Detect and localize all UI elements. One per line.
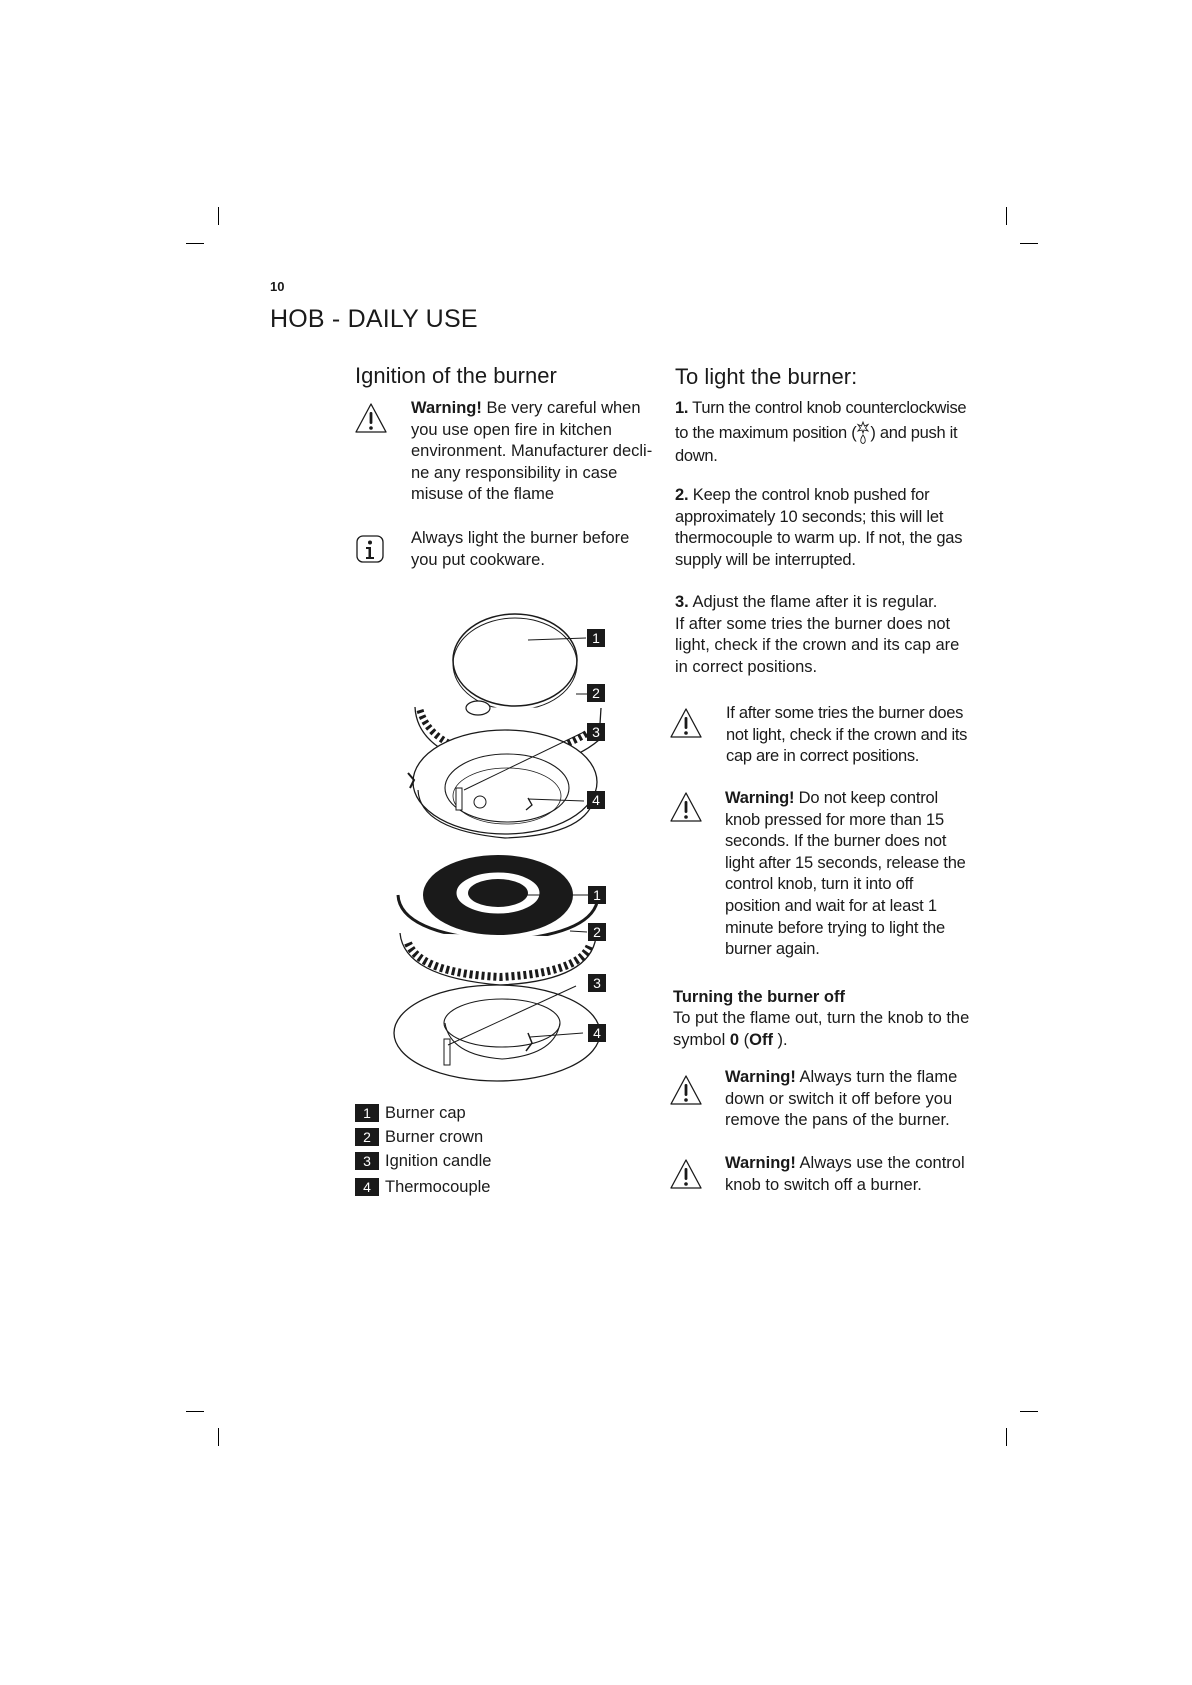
callout-1 [588, 886, 606, 904]
burner-crown-bottom [400, 933, 596, 985]
legend-item [355, 1177, 490, 1197]
step-text: Keep the control knob pushed for approximately 10 seconds; this will let thermocouple to warm up. If not, the gas supply will be interrupted. [675, 486, 963, 569]
turning-off-text-c: ). [772, 1030, 788, 1049]
crop-mark [1006, 207, 1007, 225]
legend-item [355, 1103, 466, 1123]
legend-label: Burner cap [385, 1103, 466, 1122]
burner-exploded-diagram-bottom [390, 855, 615, 1085]
right-heading: To light the burner: [675, 364, 858, 389]
step-number: 1. [675, 399, 689, 417]
step-1 [675, 398, 975, 467]
section-title: HOB - DAILY USE [270, 305, 478, 333]
legend-label: Thermocouple [385, 1177, 491, 1196]
step-number: 2. [675, 486, 689, 504]
legend-label: Ignition candle [385, 1151, 492, 1170]
burner-exploded-diagram-top [400, 610, 615, 840]
callout-label: 2 [592, 685, 600, 701]
legend-label: Burner crown [385, 1127, 484, 1146]
step-2 [675, 485, 975, 571]
warning-text: Be very careful when you use open fire in kitchen environment. Manufacturer decli-ne any responsibility in case misuse of the flame [411, 399, 653, 504]
legend-item [355, 1127, 483, 1147]
step-text: Adjust the flame after it is regular. [688, 593, 938, 611]
warning-triangle-icon [669, 706, 703, 740]
warning-triangle-icon [669, 1157, 703, 1191]
crop-mark [186, 243, 204, 244]
callout-label: 1 [593, 887, 601, 903]
legend-number: 3 [355, 1152, 379, 1170]
callout-label: 2 [593, 924, 601, 940]
warning-text: Always use the control knob to switch off a burner. [725, 1154, 965, 1194]
warning-label: Warning! [725, 1068, 796, 1086]
callout-2 [588, 923, 606, 941]
warning-text: Do not keep control knob pressed for more than 15 seconds. If the burner does not light after 15 seconds, release the control knob, turn it into off position and wait for at least 1 minute before trying to light the burner again. [725, 789, 966, 959]
warning-4-block [725, 1153, 980, 1196]
step-text: Turn the control knob counterclockwise to the maximum position ( [675, 399, 967, 442]
info-icon [354, 532, 388, 566]
callout-label: 3 [593, 975, 601, 991]
callout-3 [588, 974, 606, 992]
crop-mark [1020, 1411, 1038, 1412]
legend-number: 2 [355, 1128, 379, 1146]
burner-base-bottom [394, 985, 600, 1081]
crop-mark [186, 1411, 204, 1412]
callout-label: 4 [593, 1025, 601, 1041]
callout-2 [587, 684, 605, 702]
callout-4 [588, 1024, 606, 1042]
warning-label: Warning! [725, 789, 795, 807]
warning-block [411, 398, 656, 506]
warning-2-block [725, 788, 970, 961]
max-flame-symbol-icon [856, 420, 870, 446]
info-text: Always light the burner before you put cookware. [411, 529, 630, 569]
legend-number: 1 [355, 1104, 379, 1122]
step-text: ) and push it down. [675, 423, 958, 465]
warning-label: Warning! [725, 1154, 796, 1172]
callout-label: 1 [592, 630, 600, 646]
legend-number: 4 [355, 1178, 379, 1196]
warning-1-text: If after some tries the burner does not light, check if the crown and its cap are in correct positions. [726, 704, 968, 766]
burner-cap-bottom [398, 855, 598, 941]
burner-cap-top [453, 614, 577, 710]
turning-off-text-a: To put the flame out, turn the knob to the symbol [673, 1009, 970, 1049]
step-3-extra: If after some tries the burner does not light, check if the crown and its cap are in correct positions. [675, 614, 960, 676]
warning-label: Warning! [411, 399, 482, 417]
left-heading: Ignition of the burner [355, 363, 557, 388]
callout-label: 4 [592, 792, 600, 808]
callout-3 [587, 723, 605, 741]
warning-text: Always turn the flame down or switch it off before you remove the pans of the burner. [725, 1068, 958, 1130]
warning-triangle-icon [354, 401, 388, 435]
step-3 [675, 592, 975, 678]
warning-triangle-icon [669, 790, 703, 824]
crop-mark [1006, 1428, 1007, 1446]
off-symbol: 0 [729, 1030, 740, 1049]
crop-mark [218, 207, 219, 225]
step-number: 3. [675, 593, 689, 611]
warning-triangle-icon [669, 1073, 703, 1107]
legend-item [355, 1151, 491, 1171]
off-label: Off [749, 1030, 773, 1049]
crop-mark [218, 1428, 219, 1446]
turning-off-heading: Turning the burner off [673, 988, 846, 1006]
warning-3-block [725, 1067, 975, 1132]
callout-1 [587, 629, 605, 647]
crop-mark [1020, 243, 1038, 244]
turning-off-text [673, 1008, 978, 1051]
callout-4 [587, 791, 605, 809]
page-number: 10 [270, 279, 285, 294]
callout-label: 3 [592, 724, 600, 740]
turning-off-text-b: ( [739, 1030, 750, 1049]
